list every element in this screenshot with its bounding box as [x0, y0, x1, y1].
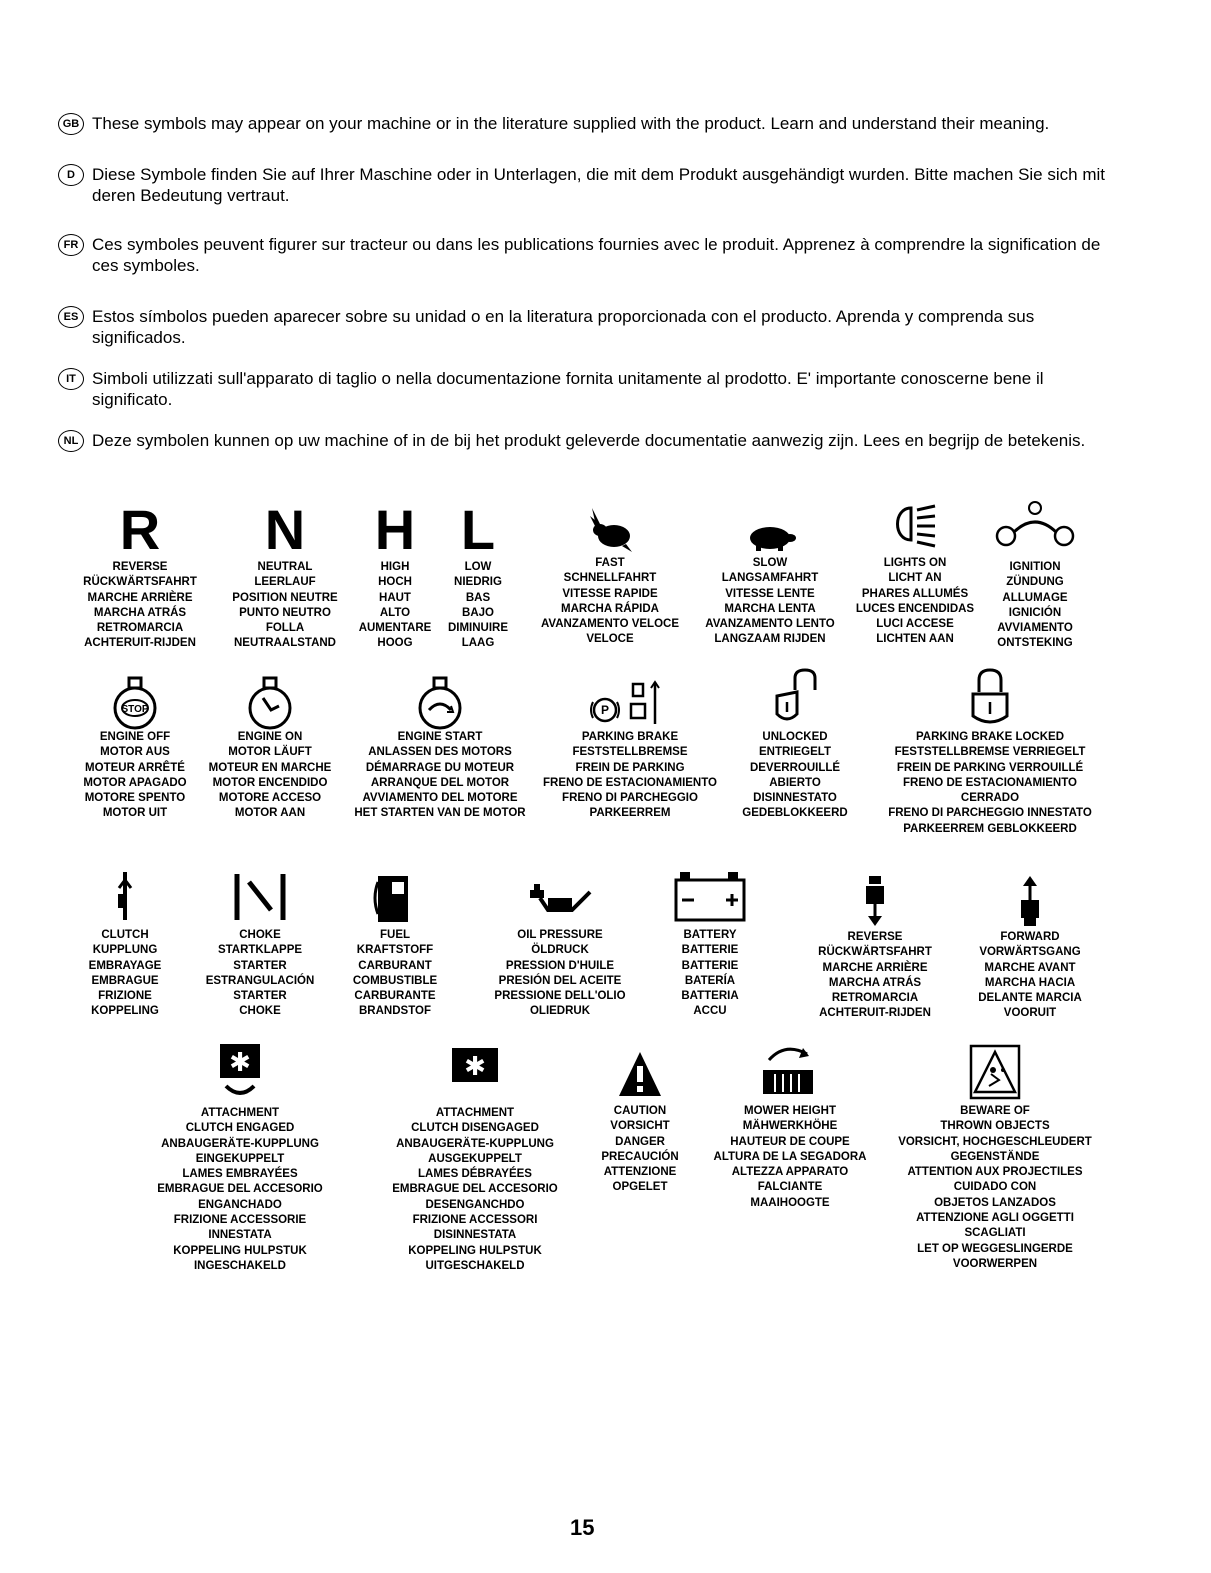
label: COMBUSTIBLE [352, 974, 438, 987]
label: DISINNESTATO [753, 792, 837, 805]
neutral-letter-icon: N [264, 498, 306, 561]
fuel-icon [370, 868, 420, 928]
lang-badge-de: D [58, 164, 84, 186]
label: FRIZIONE ACCESSORIE [173, 1214, 307, 1227]
label: PUNTO NEUTRO [239, 606, 331, 619]
ignition-icon [990, 496, 1080, 560]
symbol-mower-height [700, 1040, 880, 1211]
labels-parking-brake [530, 730, 730, 822]
headlight-icon [885, 496, 945, 556]
label: FRENO DE ESTACIONAMIENTO [903, 776, 1077, 789]
lang-badge-nl: NL [58, 430, 84, 452]
symbol-battery [650, 866, 770, 1020]
label: RÜCKWÄRTSFAHRT [818, 946, 932, 959]
label: EMBRAGUE [91, 974, 159, 987]
label: LICHT AN [888, 572, 942, 585]
symbol-reverse-arrow [800, 872, 950, 1022]
symbol-forward-arrow [960, 872, 1100, 1022]
labels-lights-on [850, 556, 980, 648]
symbol-clutch [60, 868, 190, 1020]
label: IGNITION [1009, 561, 1061, 573]
label: STARTKLAPPE [217, 944, 303, 957]
labels-ignition [980, 560, 1090, 652]
label: BEWARE OF [960, 1105, 1030, 1117]
clutch-icon [110, 868, 140, 928]
label: INNESTATA [208, 1229, 272, 1242]
label: ACCU [693, 1005, 727, 1018]
label: CHOKE [239, 929, 281, 941]
label: CAUTION [613, 1105, 667, 1117]
label: EINGEKUPPELT [195, 1152, 285, 1165]
label: CLUTCH [101, 929, 149, 941]
label: ACHTERUIT-RIJDEN [819, 1007, 931, 1020]
label: PRESSIONE DELL'OLIO [494, 990, 626, 1003]
symbol-caution [585, 1044, 695, 1196]
engine-on-icon [245, 676, 295, 730]
symbol-high-letter [350, 500, 440, 652]
lang-badge-es: ES [58, 306, 84, 328]
label: MOTOR AAN [234, 807, 306, 820]
lang-badge-it: IT [58, 368, 84, 390]
label: BAJO [462, 606, 494, 619]
label: ALTURA DE LA SEGADORA [713, 1150, 867, 1163]
label: MOTEUR EN MARCHE [208, 761, 332, 774]
labels-engine-on [200, 730, 340, 822]
label: ENGINE OFF [99, 731, 171, 743]
reverse-letter-icon: R [119, 498, 161, 561]
label: AVANZAMENTO LENTO [705, 618, 835, 631]
label: FAST [595, 557, 625, 569]
symbol-ignition [980, 496, 1090, 652]
label: MOTOR UIT [102, 807, 168, 820]
label: SLOW [752, 557, 788, 569]
label: DELANTE MARCIA [978, 992, 1082, 1005]
labels-engine-off [65, 730, 205, 822]
svg-text:STOP: STOP [121, 704, 149, 715]
label: ENGANCHADO [198, 1198, 282, 1211]
label: NEUTRAL [257, 561, 313, 573]
label: MOTOR LÄUFT [228, 746, 312, 759]
lang-badge-fr: FR [58, 234, 84, 256]
svg-text:✱: ✱ [229, 1048, 251, 1078]
label: STARTER [233, 990, 287, 1003]
label: KOPPELING HULPSTUK [408, 1244, 542, 1257]
label: FRIZIONE ACCESSORI [412, 1214, 538, 1227]
label: ENTRIEGELT [759, 746, 831, 759]
label: NIEDRIG [454, 576, 502, 589]
unlocked-icon [767, 668, 823, 730]
engine-start-icon [415, 676, 465, 730]
label: DÉMARRAGE DU MOTEUR [365, 761, 515, 774]
label: MOTEUR ARRÊTÉ [85, 761, 185, 774]
label: HOCH [378, 576, 412, 589]
engine-off-icon [110, 676, 160, 730]
label: LICHTEN AAN [876, 633, 954, 646]
label: MÄHWERKHÖHE [742, 1120, 838, 1133]
labels-engine-start [340, 730, 540, 822]
label: CLUTCH ENGAGED [185, 1122, 295, 1135]
symbol-fuel [330, 868, 460, 1020]
label: LAMES EMBRAYÉES [182, 1168, 298, 1181]
label: RÜCKWÄRTSFAHRT [83, 576, 197, 589]
label: BRANDSTOF [359, 1005, 431, 1018]
symbol-thrown-objects [880, 1040, 1110, 1272]
label: UNLOCKED [762, 731, 828, 743]
label: DESENGANCHDO [425, 1198, 525, 1211]
label: DEVERROUILLÉ [749, 761, 841, 774]
label: FRIZIONE [98, 990, 152, 1003]
label: PRESIÓN DEL ACEITE [498, 974, 622, 987]
symbol-parking-brake-locked [860, 668, 1120, 837]
label: AVANZAMENTO VELOCE [540, 618, 679, 631]
label: BATTERY [683, 929, 737, 941]
label: OIL PRESSURE [517, 929, 603, 941]
label: FRENO DE ESTACIONAMIENTO [543, 776, 717, 789]
labels-unlocked [725, 730, 865, 822]
intro-text-it: Simboli utilizzati sull'apparato di taglio o nella documentazione fornita unitamente al prodotto. E' importante conoscerne bene il significato. [92, 369, 1044, 409]
label: CLUTCH DISENGAGED [411, 1122, 539, 1135]
label: FALCIANTE [757, 1181, 823, 1194]
label: DANGER [615, 1135, 665, 1148]
label: PARKEERREM [589, 807, 671, 820]
labels-forward-arrow [960, 930, 1100, 1022]
label: AUSGEKUPPELT [428, 1152, 522, 1165]
label: BATTERIE [681, 959, 739, 972]
intro-text-gb: These symbols may appear on your machine or in the literature supplied with the product. Learn and understand their meaning. [92, 114, 1050, 133]
labels-caution [585, 1104, 695, 1196]
label: RETROMARCIA [831, 992, 919, 1005]
label: ESTRANGULACIÓN [205, 974, 315, 987]
label: MOTOR AUS [100, 746, 170, 759]
label: FRENO DI PARCHEGGIO [562, 792, 698, 805]
label: BATTERIA [681, 990, 739, 1003]
labels-reverse-letter [65, 560, 215, 652]
label: OPGELET [612, 1181, 668, 1194]
label: CUIDADO CON [953, 1181, 1037, 1194]
labels-low-letter [438, 560, 518, 652]
label: MOTORE ACCESO [218, 792, 322, 805]
battery-icon [670, 866, 750, 928]
label: HIGH [380, 561, 410, 573]
label: PARKEERREM GEBLOKKEERD [903, 822, 1077, 835]
symbol-lights-on [850, 496, 980, 648]
oil-can-icon [520, 868, 600, 928]
label: ANLASSEN DES MOTORS [368, 746, 512, 759]
label: MARCHA LENTA [724, 602, 816, 615]
label: AVVIAMENTO [997, 622, 1073, 635]
labels-choke [190, 928, 330, 1020]
label: VORWÄRTSGANG [979, 946, 1081, 959]
hare-icon [582, 504, 638, 556]
label: FREIN DE PARKING VERROUILLÉ [896, 761, 1084, 774]
label: CERRADO [960, 792, 1020, 805]
symbol-engine-on [200, 676, 340, 822]
intro-text-es: Estos símbolos pueden aparecer sobre su unidad o en la literatura proporcionada con el producto. Aprenda y comprenda sus significados. [92, 307, 1035, 347]
label: MARCHA RÁPIDA [561, 602, 659, 615]
label: THROWN OBJECTS [940, 1120, 1050, 1133]
label: RETROMARCIA [96, 622, 184, 635]
attachment-engaged-icon [212, 1040, 268, 1106]
label: CARBURANT [358, 959, 432, 972]
symbol-neutral-letter [215, 500, 355, 652]
label: ZÜNDUNG [1006, 576, 1064, 589]
svg-text:P: P [600, 703, 610, 717]
label: ATTACHMENT [200, 1107, 280, 1119]
label: ALTEZZA APPARATO [731, 1166, 849, 1179]
label: POSITION NEUTRE [232, 591, 338, 604]
symbol-choke [190, 868, 330, 1020]
symbol-fast [530, 504, 690, 648]
label: BATTERIE [681, 944, 739, 957]
label: KRAFTSTOFF [356, 944, 434, 957]
label: ARRANQUE DEL MOTOR [370, 776, 510, 789]
label: ENGINE ON [237, 731, 303, 743]
label: FOLLA [265, 622, 305, 635]
label: CARBURANTE [354, 990, 436, 1003]
reverse-arrow-icon [860, 872, 890, 930]
label: EMBRAYAGE [88, 959, 162, 972]
label: VOORUIT [1003, 1007, 1057, 1020]
labels-battery [650, 928, 770, 1020]
label: MAAIHOOGTE [750, 1196, 830, 1209]
symbol-engine-start [340, 676, 540, 822]
label: ÖLDRUCK [531, 944, 589, 957]
label: VITESSE RAPIDE [562, 587, 658, 600]
page-number: 15 [570, 1515, 595, 1540]
label: ATTENZIONE [603, 1166, 677, 1179]
label: NEUTRAALSTAND [233, 637, 336, 650]
label: REVERSE [112, 561, 168, 573]
label: VOORWERPEN [952, 1257, 1038, 1270]
symbol-engine-off [65, 676, 205, 822]
label: LET OP WEGGESLINGERDE [917, 1242, 1073, 1255]
choke-icon [225, 868, 295, 928]
label: FREIN DE PARKING [575, 761, 685, 774]
label: VELOCE [586, 633, 634, 646]
label: FESTSTELLBREMSE VERRIEGELT [894, 746, 1086, 759]
label: LUCI ACCESE [876, 618, 954, 631]
mower-height-icon [755, 1040, 825, 1104]
label: PARKING BRAKE [581, 731, 679, 743]
label: DISINNESTATA [433, 1229, 517, 1242]
label: ATTENTION AUX PROJECTILES [907, 1166, 1083, 1179]
label: GEGENSTÄNDE [950, 1150, 1040, 1163]
symbol-unlocked [725, 668, 865, 822]
label: FUEL [379, 929, 411, 941]
label: LOW [464, 561, 492, 573]
label: FESTSTELLBREMSE [572, 746, 688, 759]
label: LAAG [461, 637, 495, 650]
intro-text-fr: Ces symboles peuvent figurer sur tracteur ou dans les publications fournies avec le produit. Apprenez à comprendre la signification de ces symboles. [92, 235, 1101, 275]
label: AUMENTARE [358, 622, 432, 635]
label: STARTER [233, 959, 287, 972]
label: MARCHA ATRÁS [828, 976, 922, 989]
attachment-disengaged-icon [440, 1040, 510, 1106]
label: ALLUMAGE [1002, 591, 1068, 604]
label: SCAGLIATI [964, 1227, 1026, 1240]
labels-thrown-objects [880, 1104, 1110, 1272]
svg-text:✱: ✱ [464, 1052, 486, 1082]
label: ATTENZIONE AGLI OGGETTI [916, 1212, 1074, 1225]
label: MOTORE SPENTO [84, 792, 186, 805]
label: ANBAUGERÄTE-KUPPLUNG [396, 1137, 554, 1150]
low-letter-icon: L [460, 498, 496, 561]
label: MOTOR APAGADO [83, 776, 187, 789]
label: ANBAUGERÄTE-KUPPLUNG [161, 1137, 319, 1150]
label: MARCHA HACIA [984, 976, 1076, 989]
label: MARCHE AVANT [984, 961, 1076, 974]
label: LAMES DÉBRAYÉES [418, 1168, 532, 1181]
labels-neutral-letter [215, 560, 355, 652]
label: MOWER HEIGHT [744, 1105, 836, 1117]
label: ALTO [379, 606, 411, 619]
labels-attachment-engaged [140, 1106, 340, 1274]
label: HAUTEUR DE COUPE [730, 1135, 850, 1148]
label: SCHNELLFAHRT [563, 572, 657, 585]
label: ATTACHMENT [435, 1107, 515, 1119]
label: KUPPLUNG [92, 944, 158, 957]
label: HOOG [377, 637, 413, 650]
label: REVERSE [847, 931, 903, 943]
label: LEERLAUF [254, 576, 316, 589]
label: DIMINUIRE [447, 622, 509, 635]
labels-slow [690, 556, 850, 648]
label: MARCHA ATRÁS [93, 606, 187, 619]
label: PHARES ALLUMÉS [861, 587, 969, 600]
label: HAUT [379, 591, 411, 604]
label: UITGESCHAKELD [425, 1259, 525, 1272]
thrown-objects-icon [965, 1040, 1025, 1104]
intro-text-de: Diese Symbole finden Sie auf Ihrer Maschine oder in Unterlagen, die mit dem Produkt ausgehändigt wurden. Bitte machen Sie sich mit deren Bedeutung vertraut. [92, 165, 1105, 205]
label: IGNICIÓN [1008, 606, 1062, 619]
label: BAS [465, 591, 491, 604]
label: MOTOR ENCENDIDO [212, 776, 328, 789]
caution-icon [615, 1044, 665, 1104]
label: OLIEDRUK [529, 1005, 591, 1018]
symbol-attachment-engaged [140, 1040, 340, 1274]
label: BATERÍA [684, 974, 736, 987]
label: VORSICHT [610, 1120, 670, 1133]
label: ONTSTEKING [997, 637, 1073, 650]
label: MARCHE ARRIÈRE [87, 591, 193, 604]
label: MARCHE ARRIÈRE [822, 961, 928, 974]
label: KOPPELING [91, 1005, 159, 1018]
label: FRENO DI PARCHEGGIO INNESTATO [888, 807, 1092, 820]
label: OBJETOS LANZADOS [934, 1196, 1056, 1209]
high-letter-icon: H [374, 498, 416, 561]
intro-text-nl: Deze symbolen kunnen op uw machine of in de bij het produkt geleverde documentatie aanwezig zijn. Lees en begrijp de betekenis. [92, 431, 1086, 450]
labels-oil-pressure [470, 928, 650, 1020]
labels-mower-height [700, 1104, 880, 1211]
label: HET STARTEN VAN DE MOTOR [354, 807, 526, 820]
symbol-attachment-disengaged [370, 1040, 580, 1274]
tortoise-icon [740, 504, 800, 556]
symbol-parking-brake [530, 676, 730, 822]
labels-high-letter [350, 560, 440, 652]
labels-attachment-disengaged [370, 1106, 580, 1274]
symbol-slow [690, 504, 850, 648]
label: LUCES ENCENDIDAS [855, 602, 975, 615]
symbol-reverse-letter [65, 500, 215, 652]
label: EMBRAGUE DEL ACCESORIO [392, 1183, 558, 1196]
label: GEDEBLOKKEERD [742, 807, 848, 820]
label: PRECAUCIÓN [601, 1150, 679, 1163]
label: VITESSE LENTE [725, 587, 815, 600]
lang-badge-gb: GB [58, 113, 84, 135]
labels-reverse-arrow [800, 930, 950, 1022]
label: EMBRAGUE DEL ACCESORIO [157, 1183, 323, 1196]
forward-arrow-icon [1015, 872, 1045, 930]
symbol-oil-pressure [470, 868, 650, 1020]
label: LIGHTS ON [883, 557, 947, 569]
parking-brake-icon [585, 676, 675, 730]
label: PRESSION D'HUILE [505, 959, 615, 972]
labels-clutch [60, 928, 190, 1020]
label: ENGINE START [397, 731, 483, 743]
label: LANGZAAM RIJDEN [714, 633, 826, 646]
symbol-low-letter [438, 500, 518, 652]
label: AVVIAMENTO DEL MOTORE [362, 792, 518, 805]
label: FORWARD [1000, 931, 1060, 943]
label: INGESCHAKELD [193, 1259, 286, 1272]
label: ACHTERUIT-RIJDEN [84, 637, 196, 650]
labels-fast [530, 556, 690, 648]
labels-parking-brake-locked [860, 730, 1120, 837]
locked-icon [965, 668, 1015, 730]
label: CHOKE [239, 1005, 281, 1018]
label: KOPPELING HULPSTUK [173, 1244, 307, 1257]
label: PARKING BRAKE LOCKED [915, 731, 1064, 743]
label: VORSICHT, HOCHGESCHLEUDERT [898, 1135, 1092, 1148]
label: LANGSAMFAHRT [721, 572, 819, 585]
labels-fuel [330, 928, 460, 1020]
label: ABIERTO [769, 776, 821, 789]
